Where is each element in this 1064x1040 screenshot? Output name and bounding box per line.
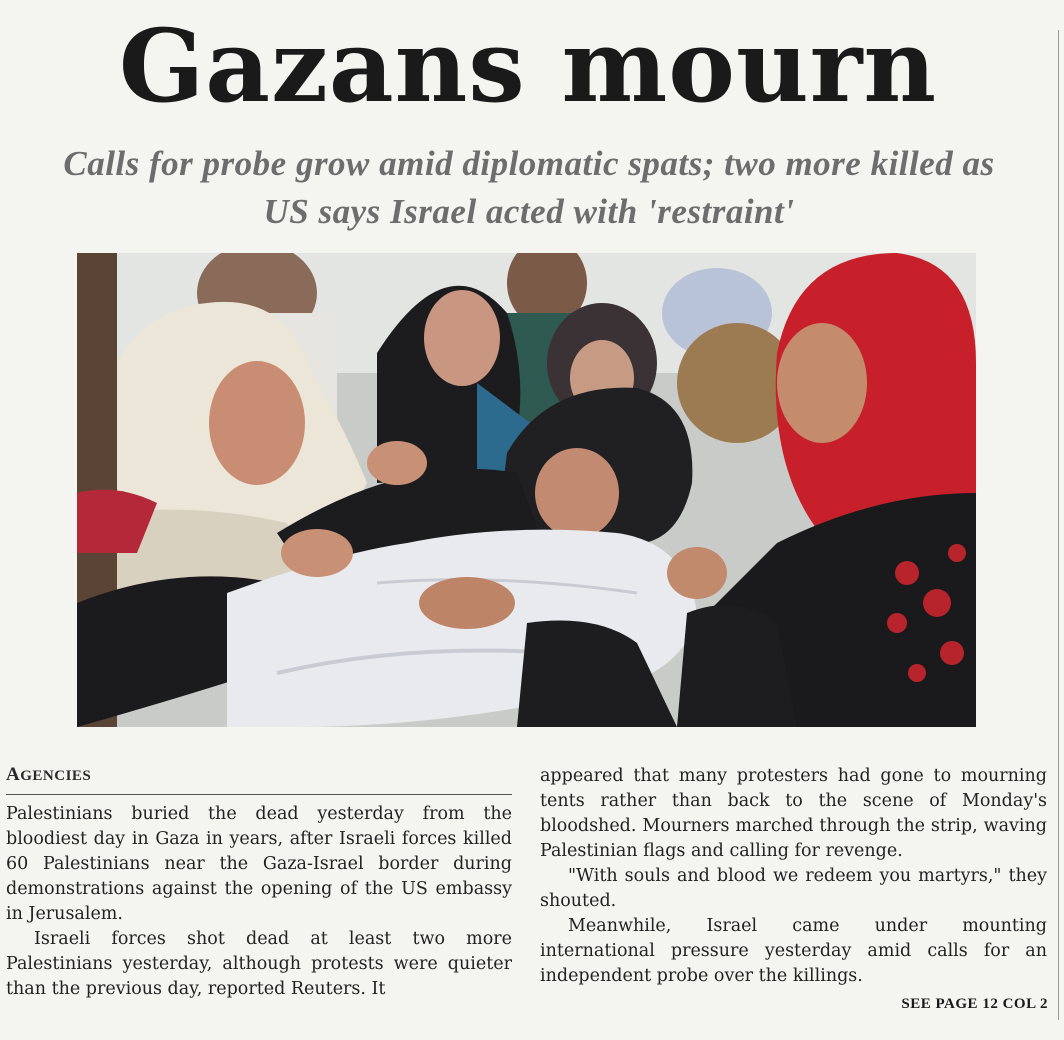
article-column-2: [540, 764, 1047, 989]
headline: Gazans mourn: [118, 7, 938, 125]
article-paragraph: appeared that many protesters had gone to mourning tents rather than back to the scene of Monday's bloodshed. Mourners marched through the strip, waving Palestinian flags and calling for revenge.: [540, 766, 1047, 861]
news-photo: [77, 253, 976, 727]
article-paragraph: Palestinians buried the dead yesterday from the bloodiest day in Gaza in years, after Israeli forces killed 60 Palestinians near the Gaza-Israel border during demonstrations against the opening of the US embassy in Jerusalem.: [6, 804, 512, 924]
article-paragraph: "With souls and blood we redeem you martyrs," they shouted.: [540, 866, 1047, 911]
article-paragraph: Meanwhile, Israel came under mounting international pressure yesterday amid calls for an independent probe over the killings.: [540, 916, 1047, 986]
byline-agencies: AGENCIES: [6, 764, 512, 795]
article-column-1: [6, 802, 512, 1002]
column-rule: [1058, 30, 1059, 1020]
article-paragraph: Israeli forces shot dead at least two more Palestinians yesterday, although protests were quieter than the previous day, reported Reuters. It: [6, 929, 512, 999]
jump-reference: SEE PAGE 12 COL 2: [901, 996, 1048, 1012]
subheadline-deck: Calls for probe grow amid diplomatic spats; two more killed as US says Israel acted with 'restraint': [63, 144, 995, 231]
mourners-photo-illustration: [77, 253, 976, 727]
